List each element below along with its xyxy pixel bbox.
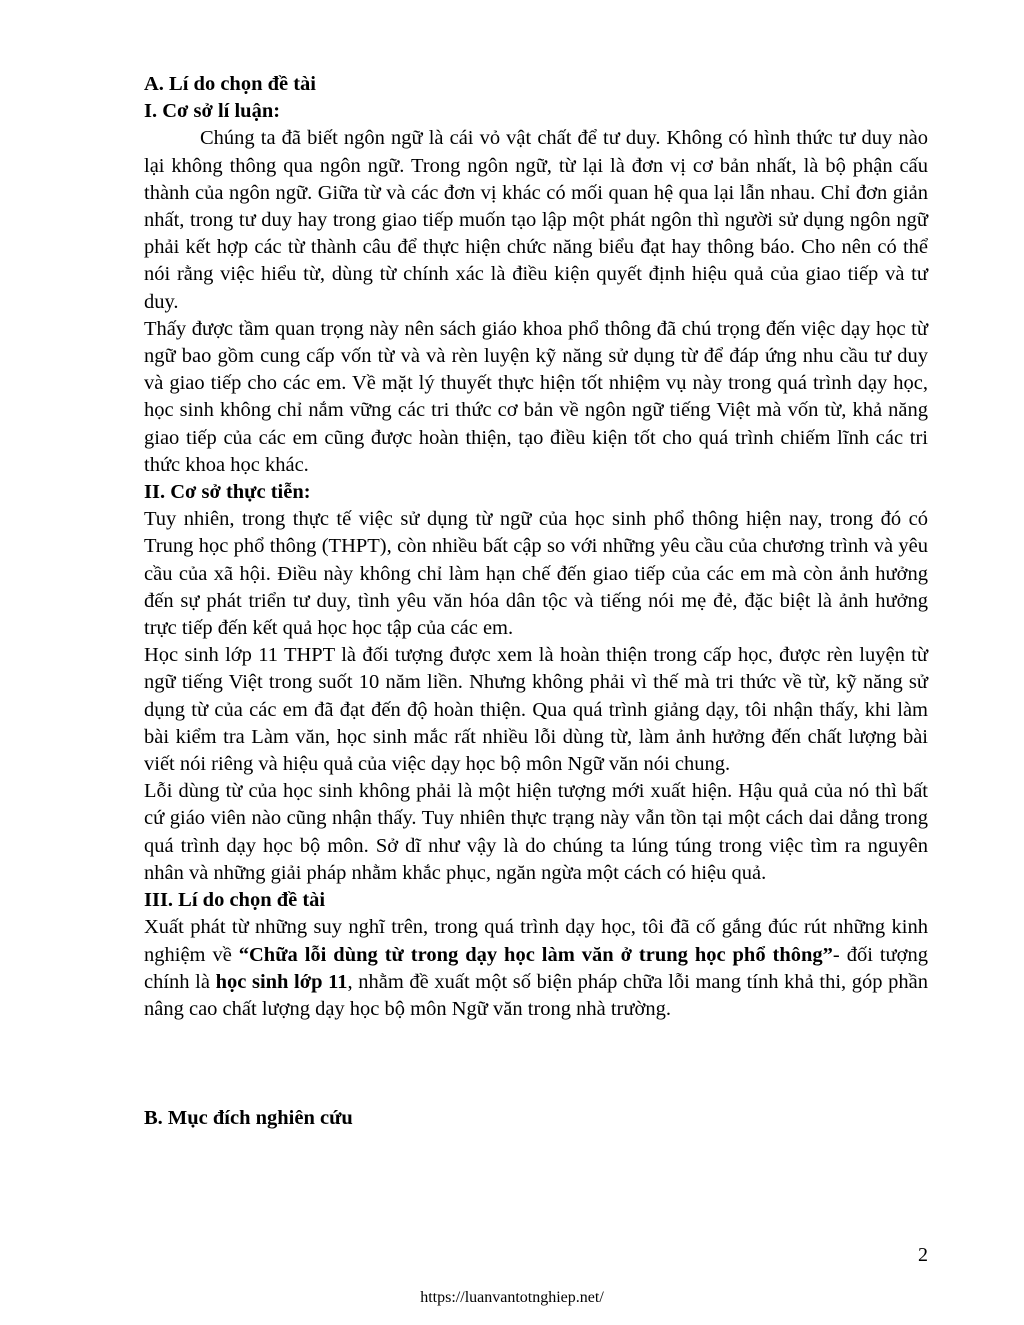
footer-url: https://luanvantotnghiep.net/ <box>420 1289 604 1306</box>
section-b-heading: B. Mục đích nghiên cứu <box>144 1107 353 1130</box>
document-page <box>144 71 928 1132</box>
page-number: 2 <box>918 1244 928 1266</box>
paragraph: Học sinh lớp 11 THPT là đối tượng được xem là hoàn thiện trong cấp học, được rèn luyện từ ngữ tiếng Việt trong suốt 10 năm liền. Nhưng không phải vì thế mà tri thức về từ, kỹ năng sử dụng từ của các em đã đạt đến độ hoàn thiện. Qua quá trình giảng dạy, tôi nhận thấy, khi làm bài kiểm tra Làm văn, học sinh mắc rất nhiều lỗi dùng từ, làm ảnh hưởng đến chất lượng bài viết nói riêng và hiệu quả của việc dạy học bộ môn Ngữ văn nói chung. <box>144 644 928 776</box>
spacer <box>144 1023 928 1105</box>
paragraph: Chúng ta đã biết ngôn ngữ là cái vỏ vật chất để tư duy. Không có hình thức tư duy nào lại không thông qua ngôn ngữ. Trong ngôn ngữ, từ lại là đơn vị cơ bản nhất, là bộ phận cấu thành của ngôn ngữ. Giữa từ và các đơn vị khác có mối quan hệ qua lại lẫn nhau. Chỉ đơn giản nhất, trong tư duy hay trong giao tiếp muốn tạo lập một phát ngôn thì người sử dụng ngôn ngữ phải kết hợp các từ thành câu để thực hiện chức năng biểu đạt hay thông báo. Cho nên có thể nói rằng việc hiểu từ, dùng từ chính xác là điều kiện quyết định hiệu quả của giao tiếp và tư duy. <box>144 127 928 313</box>
text-run: - đối tượng chính là <box>144 943 928 993</box>
section-a-sub3-heading: III. Lí do chọn đề tài <box>144 889 326 912</box>
target-group: học sinh lớp 11 <box>215 970 348 993</box>
section-a-heading: A. Lí do chọn đề tài <box>144 73 316 95</box>
paragraph-reason <box>144 914 928 1023</box>
paragraph: Thấy được tầm quan trọng này nên sách giáo khoa phổ thông đã chú trọng đến việc dạy học từ ngữ bao gồm cung cấp vốn từ và và rèn luyện kỹ năng sử dụng từ để đáp ứng nhu cầu tư duy và giao tiếp cho các em. Về mặt lý thuyết thực hiện tốt nhiệm vụ này trong quá trình dạy học, học sinh không chỉ nắm vững các tri thức cơ bản về ngôn ngữ tiếng Việt mà vốn từ, khả năng giao tiếp của các em cũng được hoàn thiện, tạo điều kiện tốt cho quá trình chiếm lĩnh các tri thức khoa học khác. <box>144 317 928 476</box>
paragraph: Tuy nhiên, trong thực tế việc sử dụng từ ngữ của học sinh phổ thông hiện nay, trong đó có Trung học phổ thông (THPT), còn nhiều bất cập so với những yêu cầu của chương trình và yêu cầu của xã hội. Điều này không chỉ làm hạn chế đến giao tiếp của các em mà còn ảnh hưởng đến sự phát triển tư duy, tình yêu văn hóa dân tộc và tiếng nói mẹ đẻ, đặc biệt là ảnh hưởng trực tiếp đến kết quả học học tập của các em. <box>144 508 928 640</box>
section-a-sub1-heading: I. Cơ sở lí luận: <box>144 100 281 123</box>
text-run: , nhằm đề xuất một số biện pháp chữa lỗi mang tính khả thi, góp phần nâng cao chất lượng dạy học bộ môn Ngữ văn trong nhà trường. <box>144 970 928 1020</box>
text-run: Xuất phát từ những suy nghĩ trên, trong quá trình dạy học, tôi đã cố gắng đúc rút những kinh nghiệm về <box>144 916 928 966</box>
paragraph: Lỗi dùng từ của học sinh không phải là một hiện tượng mới xuất hiện. Hậu quả của nó thì bất cứ giáo viên nào cũng nhận thấy. Tuy nhiên thực trạng này vẫn tồn tại một cách dai dẳng trong quá trình dạy học bộ môn. Sở dĩ như vậy là do chúng ta lúng túng trong việc tìm ra nguyên nhân và những giải pháp nhằm khắc phục, ngăn ngừa một cách có hiệu quả. <box>144 780 928 884</box>
section-a-sub2-heading: II. Cơ sở thực tiễn: <box>144 481 311 504</box>
topic-title: “Chữa lỗi dùng từ trong dạy học làm văn ở trung học phổ thông” <box>238 943 833 966</box>
